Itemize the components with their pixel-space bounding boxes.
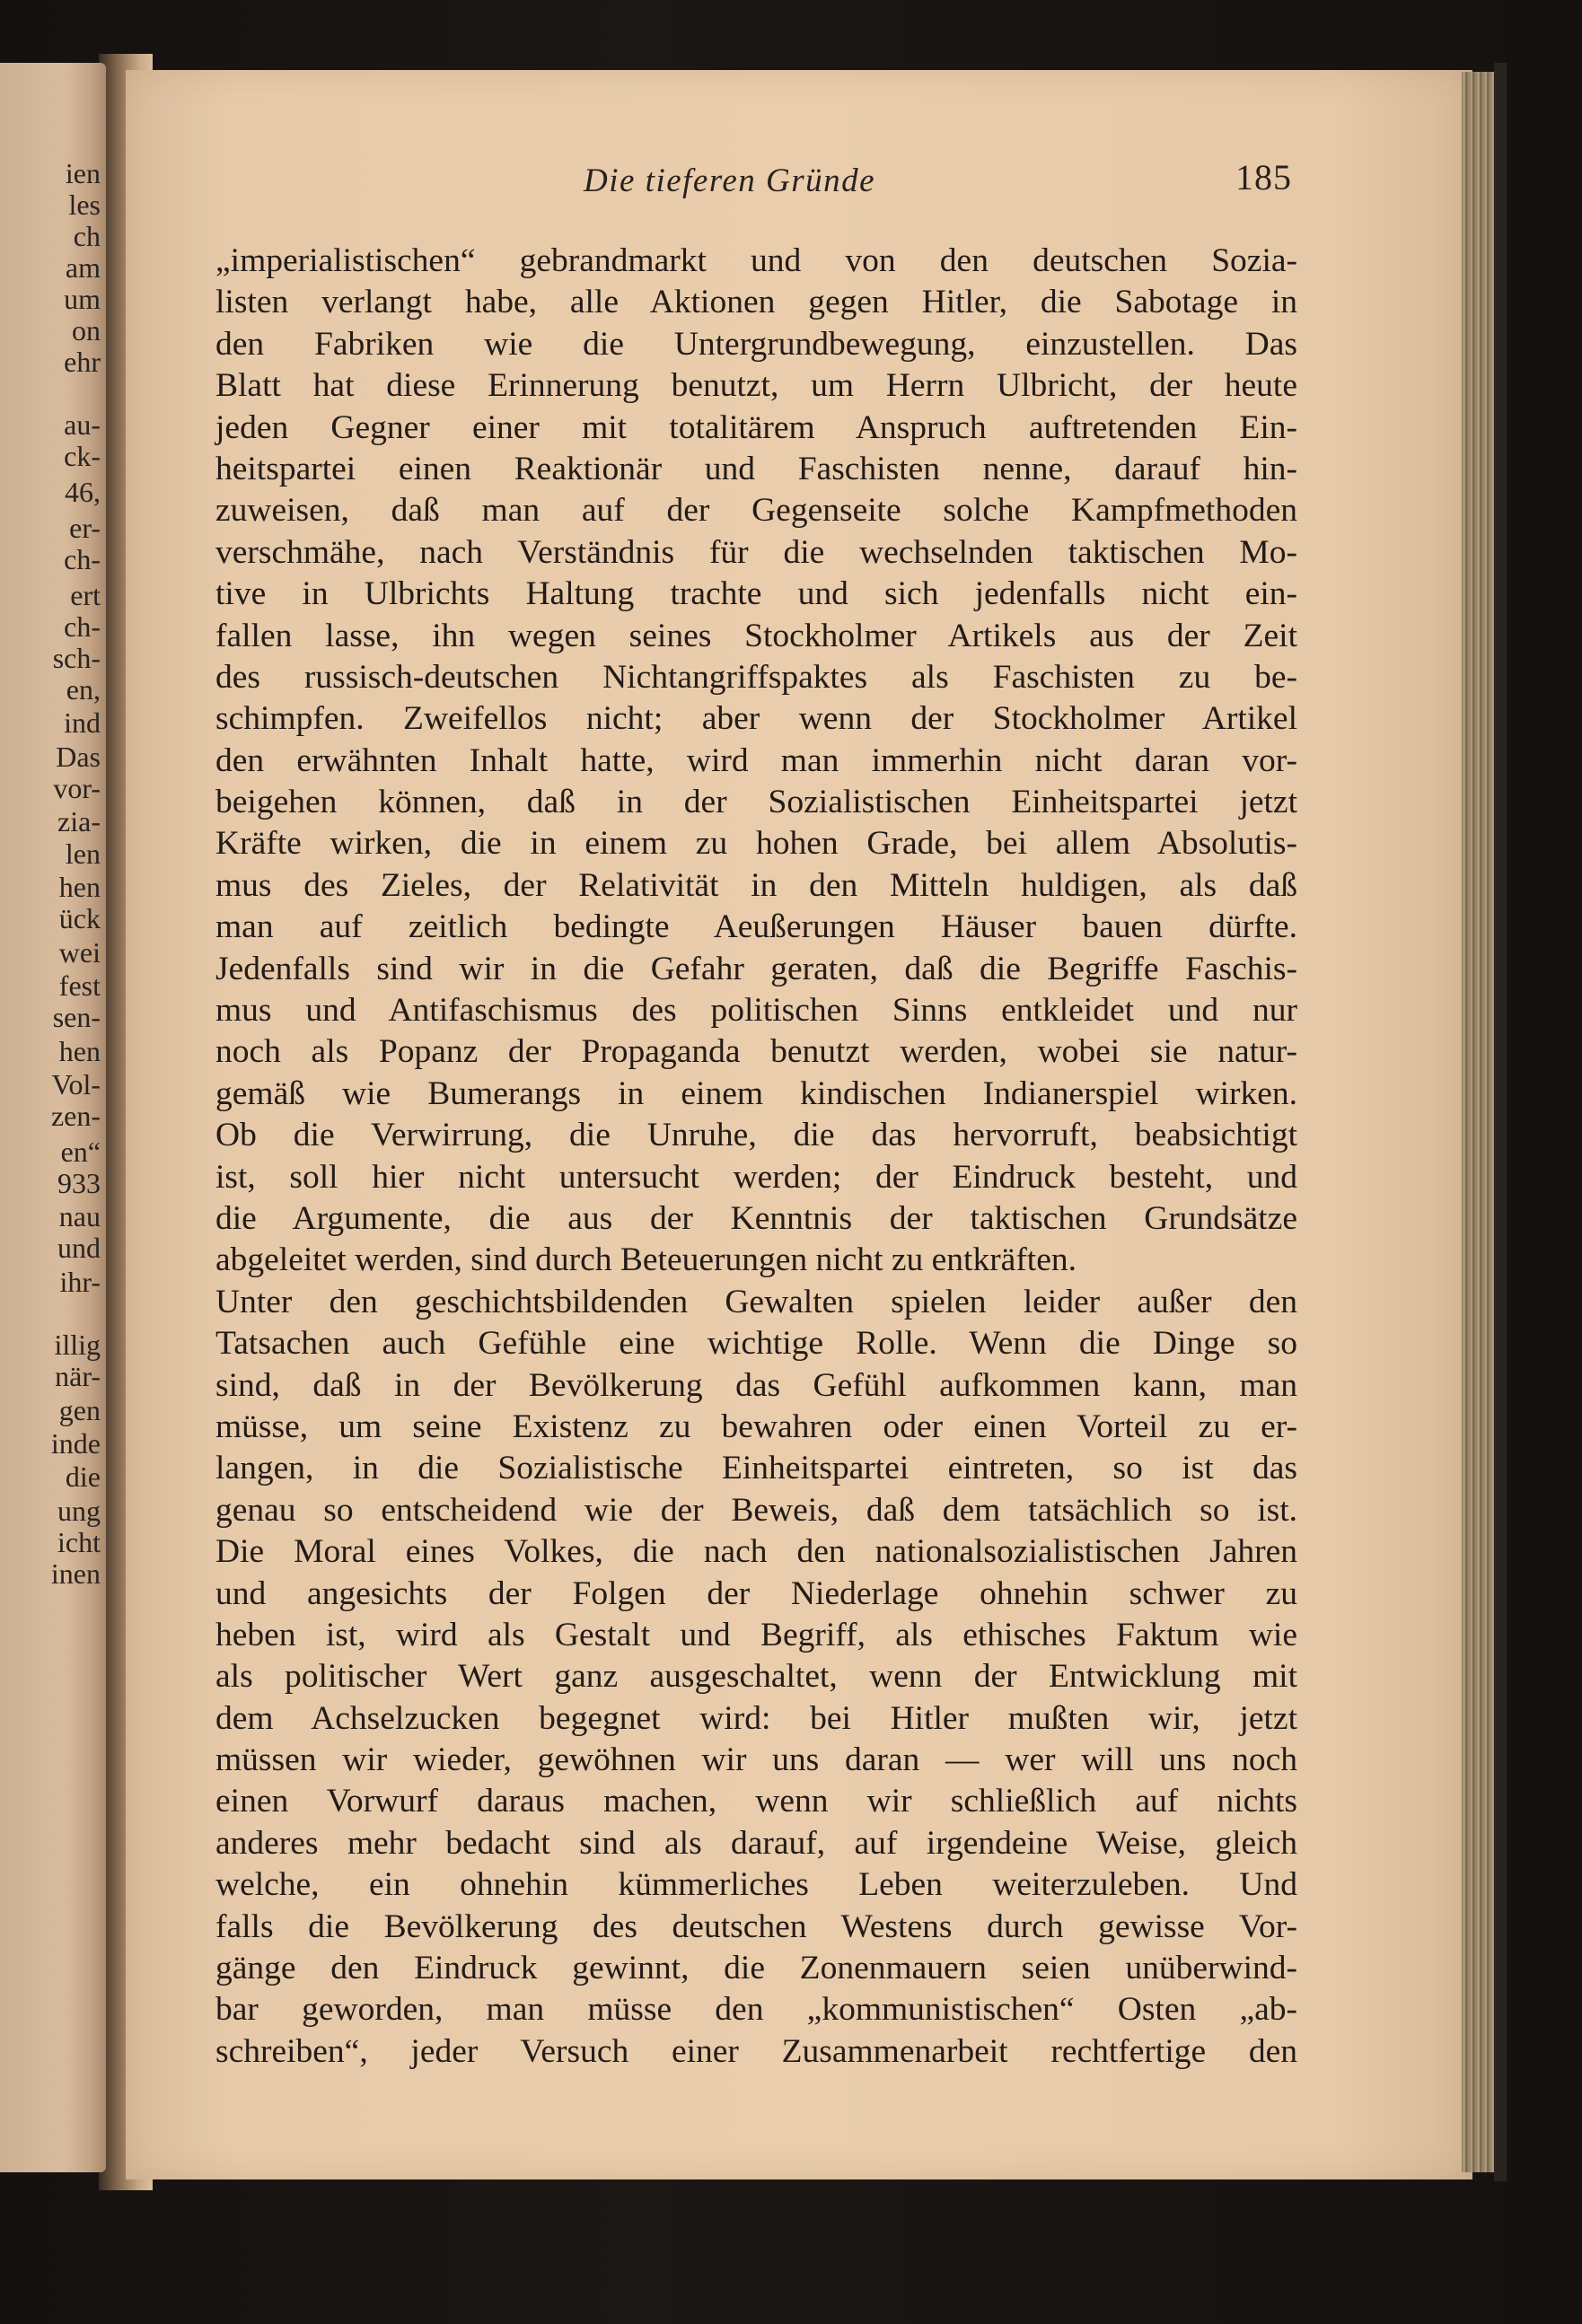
text-line: und angesichts der Folgen der Niederlage ohnehin schwer zu (215, 1574, 1297, 1612)
text-line: des russisch-deutschen Nichtangriffspaktes als Faschisten zu be- (215, 658, 1297, 696)
previous-page-fragment: sen- (52, 1001, 101, 1033)
previous-page-fragment: ch- (64, 543, 101, 575)
page-stack-edge (1462, 72, 1494, 2172)
previous-page-fragment: Das (56, 741, 101, 773)
text-line: Die Moral eines Volkes, die nach den nationalsozialistischen Jahren (215, 1533, 1297, 1571)
text-line: schreiben“, jeder Versuch einer Zusammenarbeit rechtfertige den (215, 2032, 1297, 2070)
previous-page-fragment: vor- (53, 772, 101, 804)
text-line: einen Vorwurf daraus machen, wenn wir schließlich auf nichts (215, 1783, 1297, 1820)
text-line: Blatt hat diese Erinnerung benutzt, um Herrn Ulbricht, der heute (215, 367, 1297, 405)
previous-page-fragment: ert (70, 579, 101, 611)
previous-page-fragment: und (57, 1232, 101, 1264)
previous-page-fragment: ck- (64, 440, 101, 472)
text-line: bar geworden, man müsse den „kommunistischen“ Osten „ab- (215, 1991, 1297, 2029)
previous-page-fragment: die (65, 1460, 101, 1493)
text-line: Unter den geschichtsbildenden Gewalten spielen leider außer den (215, 1283, 1297, 1320)
previous-page-edge (0, 63, 106, 2172)
text-line: als politischer Wert ganz ausgeschaltet, wenn der Entwicklung mit (215, 1658, 1297, 1696)
previous-page-fragment: illig (54, 1329, 101, 1361)
text-line: gemäß wie Bumerangs in einem kindischen Indianerspiel wirken. (215, 1074, 1297, 1112)
previous-page-fragment: len (65, 838, 101, 870)
previous-page-fragment: gen (58, 1394, 101, 1426)
previous-page-fragment: icht (57, 1526, 101, 1558)
text-line: falls die Bevölkerung des deutschen Westens durch gewisse Vor- (215, 1907, 1297, 1945)
text-line: noch als Popanz der Propaganda benutzt werden, wobei sie natur- (215, 1033, 1297, 1071)
previous-page-fragment: zia- (57, 805, 101, 838)
page-number: 185 (1235, 157, 1292, 197)
text-line: heitspartei einen Reaktionär und Faschisten nenne, darauf hin- (215, 450, 1297, 487)
previous-page-fragment: 46, (65, 476, 101, 508)
previous-page-fragment: hen (58, 1035, 101, 1067)
text-line: tive in Ulbrichts Haltung trachte und sich jedenfalls nicht ein- (215, 575, 1297, 613)
previous-page-fragment: när- (55, 1360, 101, 1392)
text-line: beigehen können, daß in der Sozialistischen Einheitspartei jetzt (215, 784, 1297, 821)
text-line: heben ist, wird als Gestalt und Begriff, als ethisches Faktum wie (215, 1616, 1297, 1653)
previous-page-fragment: inen (50, 1557, 101, 1590)
previous-page-fragment: ind (64, 706, 101, 739)
text-line: ist, soll hier nicht untersucht werden; der Eindruck besteht, und (215, 1158, 1297, 1196)
text-line: fallen lasse, ihn wegen seines Stockholmer Artikels aus der Zeit (215, 617, 1297, 654)
text-line: zuweisen, daß man auf der Gegenseite solche Kampfmethoden (215, 492, 1297, 530)
previous-page-fragment: er- (69, 512, 101, 544)
previous-page-fragment: ehr (64, 346, 101, 378)
text-line: den Fabriken wie die Untergrundbewegung, einzustellen. Das (215, 325, 1297, 363)
previous-page-fragment: ch (73, 220, 101, 252)
text-line: welche, ein ohnehin kümmerliches Leben weiterzuleben. Und (215, 1866, 1297, 1904)
text-line: verschmähe, nach Verständnis für die wechselnden taktischen Mo- (215, 533, 1297, 571)
text-line: Jedenfalls sind wir in die Gefahr geraten, daß die Begriffe Faschis- (215, 950, 1297, 987)
text-line: abgeleitet werden, sind durch Beteuerungen nicht zu entkräften. (215, 1241, 1077, 1279)
text-line: listen verlangt habe, alle Aktionen gegen Hitler, die Sabotage in (215, 284, 1297, 321)
previous-page-fragment: inde (50, 1427, 101, 1460)
text-line: Tatsachen auch Gefühle eine wichtige Rolle. Wenn die Dinge so (215, 1325, 1297, 1363)
previous-page-fragment: en“ (60, 1136, 101, 1168)
text-line: Ob die Verwirrung, die Unruhe, die das hervorruft, beabsichtigt (215, 1117, 1297, 1154)
previous-page-fragment: 933 (57, 1167, 101, 1199)
page-header (215, 157, 1297, 215)
text-line: den erwähnten Inhalt hatte, wird man immerhin nicht daran vor- (215, 741, 1297, 779)
previous-page-fragment: fest (58, 969, 101, 1002)
text-line: jeden Gegner einer mit totalitärem Anspruch auftretenden Ein- (215, 408, 1297, 446)
previous-page-fragment: wei (58, 936, 101, 969)
previous-page-fragment: nau (58, 1200, 101, 1232)
text-line: gänge den Eindruck gewinnt, die Zonenmauern seien unüberwind- (215, 1950, 1297, 1987)
previous-page-fragment: ung (57, 1495, 101, 1527)
text-line: mus und Antifaschismus des politischen Sinns entkleidet und nur (215, 992, 1297, 1030)
previous-page-fragment: zen- (50, 1100, 101, 1132)
text-line: Kräfte wirken, die in einem zu hohen Grade, bei allem Absolutis- (215, 825, 1297, 863)
text-line: müsse, um seine Existenz zu bewahren oder einen Vorteil zu er- (215, 1408, 1297, 1445)
text-line: man auf zeitlich bedingte Aeußerungen Häuser bauen dürfte. (215, 908, 1297, 946)
previous-page-fragment: en, (66, 673, 101, 706)
previous-page-fragment: am (65, 251, 101, 284)
previous-page-fragment: ihr- (59, 1266, 101, 1298)
running-head: Die tieferen Gründe (584, 162, 876, 199)
text-line: sind, daß in der Bevölkerung das Gefühl aufkommen kann, man (215, 1366, 1297, 1404)
previous-page-fragment: um (64, 283, 101, 315)
previous-page-fragment: on (72, 314, 101, 346)
previous-page-fragment: hen (58, 871, 101, 903)
text-line: dem Achselzucken begegnet wird: bei Hitler mußten wir, jetzt (215, 1699, 1297, 1737)
previous-page-fragment: les (68, 189, 101, 221)
text-line: anderes mehr bedacht sind als darauf, auf irgendeine Weise, gleich (215, 1824, 1297, 1862)
previous-page-fragment: ch- (64, 610, 101, 643)
text-line: müssen wir wieder, gewöhnen wir uns daran — wer will uns noch (215, 1741, 1297, 1779)
previous-page-fragment: Vol- (51, 1068, 101, 1101)
text-line: langen, in die Sozialistische Einheitspartei eintreten, so ist das (215, 1450, 1297, 1487)
text-line: „imperialistischen“ gebrandmarkt und von den deutschen Sozia- (215, 242, 1297, 279)
text-line: mus des Zieles, der Relativität in den Mitteln huldigen, als daß (215, 866, 1297, 904)
previous-page-fragment: sch- (52, 642, 101, 674)
text-line: die Argumente, die aus der Kenntnis der taktischen Grundsätze (215, 1199, 1297, 1237)
previous-page-fragment: au- (64, 408, 101, 441)
text-line: genau so entscheidend wie der Beweis, daß dem tatsächlich so ist. (215, 1491, 1297, 1529)
previous-page-fragment: ück (58, 902, 101, 934)
body-text (215, 241, 1297, 2073)
previous-page-fragment: ien (65, 157, 101, 189)
text-line: schimpfen. Zweifellos nicht; aber wenn der Stockholmer Artikel (215, 700, 1297, 738)
cover-edge (1494, 63, 1507, 2181)
